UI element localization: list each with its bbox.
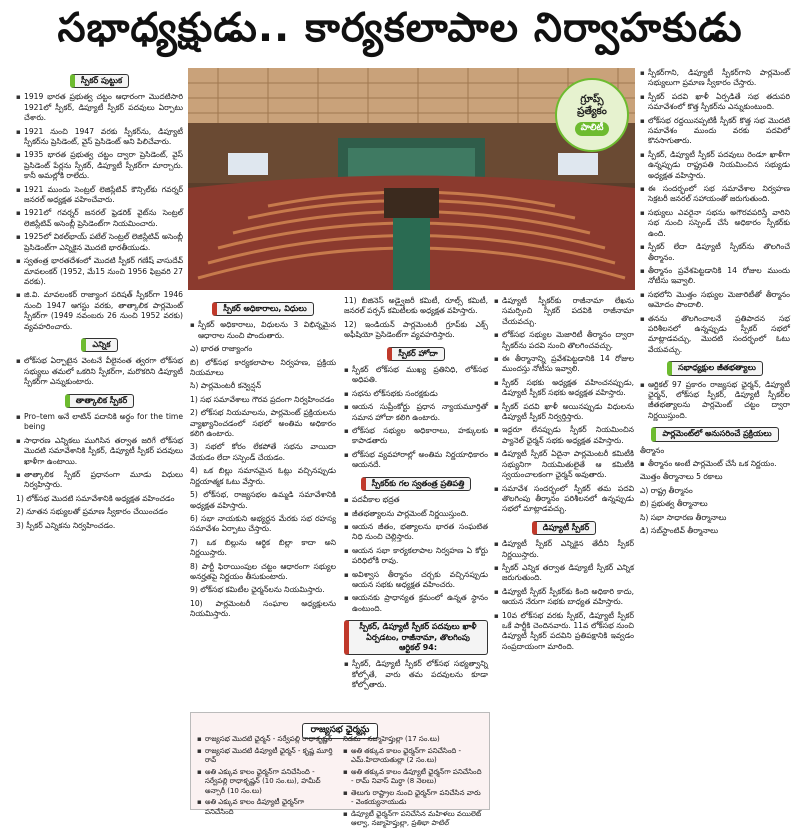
paragraph: ▪ సమావేశ సందర్భంలో స్పీకర్ తమ పదవి తొలగింపు తీర్మానం పరిశీలనలో ఉన్నప్పుడు సభలో మాట్లాడవచ్చు. — [494, 484, 634, 515]
paragraph: ఎ) భారత రాజ్యాంగం — [190, 344, 253, 354]
paragraph: ▪ స్పీకర్‌గాని, డిప్యూటీ స్పీకర్‌గాని పార్లమెంట్ సభ్యులుగా ప్రమాణ స్వీకారం చేస్తారు. — [640, 68, 790, 89]
section-header: స్పీకర్ పుట్టుక — [16, 74, 183, 88]
paragraph: 1) లోక్‌సభ మొదటి సమావేశానికి అధ్యక్షత వహించడం — [16, 493, 175, 503]
rajyasabha-chairmen-box — [190, 712, 490, 827]
paragraph: ▪ డిప్యూటీ స్పీకర్ ఏదైనా పార్లమెంటరీ కమిటీకి సభ్యునిగా నియమితులైతే ఆ కమిటీకి స్వయంచాలకంగా ఛైర్మన్ అవుతారు. — [494, 449, 634, 480]
group-special-badge: గ్రూప్స్ ప్రత్యేకం పాలిటీ — [555, 78, 629, 152]
paragraph: 3) స్పీకర్ ఎన్నికను నిర్వహించడం. — [16, 520, 116, 530]
section-header: తాత్కాలిక స్పీకర్ — [16, 394, 183, 408]
list-item: ▪ అతి ఎక్కువ కాలం ఛైర్మన్‌గా పనిచేసింది - సర్వేపల్లి రాధాకృష్ణన్ (10 సం.లు), హమీద్ అన్సారీ (10 సం.లు) — [197, 768, 335, 797]
paragraph: ▪ స్పీకర్ ఎన్నిక తర్వాత డిప్యూటీ స్పీకర్ ఎన్నిక జరుగుతుంది. — [494, 563, 634, 584]
parliament-chamber-image — [188, 68, 635, 290]
paragraph: ▪ Pro–tem అనే లాటిన్ పదానికి అర్థం for the time being — [16, 412, 183, 433]
paragraph: ▪ సాధారణ ఎన్నికలు ముగిసిన తర్వాత జరిగే లోక్‌సభ మొదటి సమావేశానికి స్పీకర్, డిప్యూటీ స్పీకర్ పదవులు ఖాళీగా ఉంటాయి. — [16, 436, 183, 467]
paragraph: ఎ) రాష్ట్ర తీర్మానం — [640, 485, 693, 495]
paragraph: ▪ ఆయన సుప్రీంకోర్టు ప్రధాన న్యాయమూర్తితో సమాన హోదా కలిగి ఉంటారు. — [344, 402, 488, 423]
paragraph: 2) నూతన సభ్యులతో ప్రమాణ స్వీకారం చేయించడం — [16, 507, 168, 517]
column-4 — [494, 296, 634, 806]
paragraph: ▪ సభ్యులు ఎవరైనా సభను అగౌరవపరిస్తే వారిని సభ నుంచి సస్పెండ్ చేసే అధికారం స్పీకర్‌కు ఉంది. — [640, 208, 790, 239]
paragraph: ▪ తాత్కాలిక స్పీకర్ ప్రధానంగా మూడు విధులు నిర్వహిస్తారు. — [16, 470, 183, 491]
paragraph: 8) పార్టీ ఫిరాయింపుల చట్టం ఆధారంగా సభ్యుల అనర్హతపై నిర్ణయం తీసుకుంటారు. — [190, 561, 336, 581]
paragraph: డి) సబ్‌స్టాంటివ్ తీర్మానాలు — [640, 526, 719, 536]
paragraph: ▪ స్పీకర్ పదవి ఖాళీ ఏర్పడితే సభ తదుపరి సమావేశంలో కొత్త స్పీకర్‌ను ఎన్నుకుంటుంది. — [640, 92, 790, 113]
paragraph: ▪ తీర్మానం ప్రవేశపెట్టడానికి 14 రోజుల ముందు నోటీసు ఇవ్వాలి. — [640, 266, 790, 287]
paragraph: ▪ లోక్‌సభ సభ్యుల మెజారిటీ తీర్మానం ద్వారా స్పీకర్‌ను పదవి నుంచి తొలగించవచ్చు. — [494, 330, 634, 351]
paragraph: 4) ఒక బిల్లు సమానమైన ఓట్లు వచ్చినప్పుడు నిర్ణయాత్మక ఓటు వేస్తారు. — [190, 466, 336, 486]
paragraph: బి) ప్రభుత్వ తీర్మానాలు — [640, 499, 708, 509]
box-left-column — [197, 735, 335, 819]
paragraph: బి) లోక్‌సభ కార్యకలాపాల నిర్వహణ, ప్రక్రియ నియమాలు — [190, 357, 336, 378]
paragraph: 12) ఇండియన్ పార్లమెంటరీ గ్రూప్‌కు ఎక్స్ అఫీషియో ప్రెసిడెంట్‌గా వ్యవహరిస్తారు. — [344, 319, 488, 340]
paragraph: ▪ సభను లోక్‌సభకు సంరక్షకుడు — [344, 389, 488, 399]
paragraph: 1) సభ సమావేశాలు గౌరవ ప్రదంగా నిర్వహించడం — [190, 394, 335, 404]
paragraph: ▪ స్పీకర్ పదవి ఖాళీ అయినప్పుడు విధులను డిప్యూటీ స్పీకర్ నిర్వర్తిస్తారు. — [494, 402, 634, 423]
paragraph: ▪ సభలోని మొత్తం సభ్యుల మెజారిటీతో తీర్మానం ఆమోదం పొందాలి. — [640, 290, 790, 311]
column-1 — [16, 68, 183, 810]
paragraph: ▪ డిప్యూటీ స్పీకర్ ఎన్నికైన తేదీని స్పీకర్ నిర్ణయిస్తారు. — [494, 539, 634, 560]
paragraph: ▪ డిప్యూటీ స్పీకర్ స్పీకర్‌కు కింది అధికారి కాదు, ఆయన నేరుగా సభకు బాధ్యత వహిస్తారు. — [494, 587, 634, 608]
list-item: ▪ డిప్యూటీ ఛైర్మన్‌గా పనిచేసిన మహిళలు వయిలెట్ ఆల్వా, నజ్మాహెప్తుల్లా, ప్రతిభా పాటిల్ — [343, 810, 483, 829]
paragraph: ▪ 1921 నుంచి 1947 వరకు స్పీకర్‌ను, డిప్యూటీ స్పీకర్‌ను ప్రెసిడెంట్, వైస్ ప్రెసిడెంట్ అని పిలిచేవారు. — [16, 127, 183, 148]
page-headline: సభాధ్యక్షుడు.. కార్యకలాపాల నిర్వాహకుడు — [57, 5, 743, 51]
paragraph: ▪ స్పీకర్ లోక్‌సభ ముఖ్య ప్రతినిధి, లోక్‌సభ అధిపతి. — [344, 365, 488, 386]
paragraph: ▪ స్పీకర్ సభకు అధ్యక్షత వహించనప్పుడు, డిప్యూటీ స్పీకర్ సభకు అధ్యక్షత వహిస్తారు. — [494, 378, 634, 399]
paragraph: ▪ 1935 భారత ప్రభుత్వ చట్టం ద్వారా ప్రెసిడెంట్, వైస్ ప్రెసిడెంట్ పేర్లను స్పీకర్, డిప్యూటీ స్పీకర్‌గా మార్చారు. కానీ అమల్లోకి రాలేదు. — [16, 150, 183, 181]
section-header: డిప్యూటీ స్పీకర్ — [494, 521, 634, 535]
paragraph: సి) పార్లమెంటరీ కన్వెన్షన్ — [190, 381, 262, 391]
paragraph: ▪ జీతభత్యాలను పార్లమెంట్ నిర్ణయిస్తుంది. — [344, 509, 488, 519]
list-item: ▪ అతి ఎక్కువ కాలం డిప్యూటీ ఛైర్మన్‌గా పనిచేసింది — [197, 798, 335, 817]
list-item: ▪ అతి తక్కువ కాలం ఛైర్మన్‌గా పనిచేసింది - ఎమ్.హిదాయతుల్లా (2 సం.లు) — [343, 747, 483, 766]
paragraph: ▪ స్పీకర్ అధికారాలు, విధులను 3 విభిన్నమైన ఆధారాల నుంచి పొందుతారు. — [190, 320, 336, 341]
paragraph: 10) పార్లమెంటరీ సంఘాల అధ్యక్షులను నియమిస్తారు. — [190, 598, 336, 619]
paragraph: 11) బిజినెస్ అడ్వైజరీ కమిటీ, రూల్స్ కమిటీ, జనరల్ పర్పస్ కమిటీలకు అధ్యక్షత వహిస్తారు. — [344, 296, 488, 316]
list-item: నిడమ - నజ్మాహెప్తుల్లా (17 సం.లు) — [343, 735, 440, 743]
paragraph: ▪ పదవీకాల భద్రత — [344, 495, 488, 505]
paragraph: ▪ ఆయన సభా కార్యకలాపాల నిర్వహణ ఏ కోర్టు పరిధిలోకి రావు. — [344, 546, 488, 567]
paragraph: ▪ లోక్‌సభ రద్దయినప్పటికీ స్పీకర్ కొత్త సభ మొదటి సమావేశం ముందు వరకు పదవిలో కొనసాగుతారు. — [640, 116, 790, 147]
paragraph: ▪ 1925లో విఠల్‌భాయ్ పటేల్ సెంట్రల్ లెజిస్లేటివ్ అసెంబ్లీ ప్రెసిడెంట్‌గా ఎన్నికైన మొదటి భారతీయుడు. — [16, 232, 183, 253]
paragraph: తీర్మానం — [640, 445, 665, 455]
column-5 — [640, 68, 790, 806]
paragraph: సి) సభా సాధారణ తీర్మానాలు — [640, 512, 727, 522]
paragraph: 2) లోక్‌సభ నియమాలను, పార్లమెంట్ ప్రక్రియలను వ్యాఖ్యానించడంలో సభలో అంతిమ అధికారం కలిగి ఉంటారు. — [190, 408, 336, 439]
paragraph: ▪ ఆయన జీతం, భత్యాలను భారత సంఘటిత నిధి నుంచి చెల్లిస్తారు. — [344, 522, 488, 543]
list-item: ▪ రాజ్యసభ మొదటి డిప్యూటీ ఛైర్మన్ - కృష్ణ మూర్తి రావ్ — [197, 747, 335, 766]
paragraph: ▪ 1921 ముందు సెంట్రల్ లెజిస్లేటివ్ కౌన్సిల్‌కు గవర్నర్ జనరల్ అధ్యక్షత వహించేవారు. — [16, 185, 183, 206]
box-heading: రాజ్యసభ ఛైర్మన్లు — [191, 717, 489, 739]
section-header: స్పీకర్ అధికారాలు, విధులు — [190, 302, 336, 316]
paragraph: మొత్తం తీర్మానాలు 5 రకాలు — [640, 472, 723, 482]
paragraph: ▪ అవిశ్వాస తీర్మానం చర్చకు వచ్చినప్పుడు ఆయన సభకు అధ్యక్షత వహించరు. — [344, 570, 488, 591]
section-header: స్పీకర్‌కు గల స్వతంత్ర ప్రతిపత్తి — [344, 477, 488, 491]
paragraph: ▪ లోక్‌సభ వ్యవహారాల్లో అంతిమ నిర్ణయాధికారం ఆయనదే. — [344, 450, 488, 471]
section-header: స్పీకర్, డిప్యూటీ స్పీకర్ పదవులు ఖాళీ ఏర్పడటం, రాజీనామా, తొలగింపు ఆర్టికల్ 94: — [344, 620, 488, 655]
list-item: ▪ రాజ్యసభ మొదటి ఛైర్మన్ - సర్వేపల్లి రాధాకృష్ణన్ — [197, 735, 335, 745]
paragraph: ▪ స్పీకర్ లేదా డిప్యూటీ స్పీకర్‌ను తొలగించే తీర్మానం. — [640, 242, 790, 263]
list-item: ▪ అతి తక్కువ కాలం డిప్యూటీ ఛైర్మన్‌గా పనిచేసింది - రామ్ నివాస్ మిర్ధా (8 నెలలు) — [343, 768, 483, 787]
section-header: స్పీకర్ హోదా — [344, 347, 488, 361]
paragraph: 6) సభా నాయకుని అభ్యర్థన మేరకు సభ రహస్య సమావేశం ఏర్పాటు చేస్తారు. — [190, 513, 336, 534]
paragraph: 3) సభలో కోరం లేకపోతే సభను వాయిదా వేయడం లేదా సస్పెండ్ చేయడం. — [190, 442, 336, 462]
paragraph: ▪ స్పీకర్, డిప్యూటీ స్పీకర్ పదవులు రెండూ ఖాళీగా ఉన్నప్పుడు రాష్ట్రపతి నియమించిన సభ్యుడు అధ్యక్షత వహిస్తారు. — [640, 150, 790, 181]
list-item: ▪ తెలుగు రాష్ట్రాల నుంచి ఛైర్మన్‌గా పనిచేసిన వారు - వెంకయ్యనాయుడు — [343, 789, 483, 808]
paragraph: ▪ లోక్‌సభ ఏర్పాటైన వెంటనే వీలైనంత త్వరగా లోక్‌సభ సభ్యులు తమలో ఒకరిని స్పీకర్‌గా, మరొకరిని డిప్యూటీ స్పీకర్‌గా ఎన్నుకుంటారు. — [16, 356, 183, 387]
paragraph: ▪ ఈ తీర్మానాన్ని ప్రవేశపెట్టడానికి 14 రోజుల ముందస్తు నోటీసు ఇవ్వాలి. — [494, 354, 634, 375]
paragraph: 7) ఒక బిల్లును ఆర్థిక బిల్లా కాదా అని నిర్ణయిస్తారు. — [190, 537, 336, 558]
paragraph: ▪ ఈ సందర్భంలో సభ సమావేశాల నిర్వహణ సెక్రటరీ జనరల్ సహాయంతో జరుగుతుంది. — [640, 184, 790, 205]
column-2 — [190, 296, 336, 706]
section-header: సభాధ్యక్షుల జీతభత్యాలు — [640, 361, 790, 375]
paragraph: ▪ జి.వి. మావలంకర్ రాజ్యాంగ పరిషత్ స్పీకర్‌గా 1946 నుంచి 1947 ఆగస్టు వరకు, తాత్కాలిక పార్లమెంట్ స్పీకర్‌గా (1949 నవంబరు 26 నుంచి 1952 వరకు) వ్యవహరించారు. — [16, 290, 183, 332]
paragraph: ▪ డిప్యూటీ స్పీకర్‌కు రాజీనామా లేఖను సమర్పించి స్పీకర్ పదవికి రాజీనామా చేయవచ్చు. — [494, 296, 634, 327]
paragraph: ▪ 10వ లోక్‌సభ వరకు స్పీకర్, డిప్యూటీ స్పీకర్ ఒకే పార్టీకి చెందినవారు. 11వ లోక్‌సభ నుంచి డిప్యూటీ స్పీకర్ పదవిని ప్రతిపక్షానికి ఇవ్వడం సంప్రదాయంగా మారింది. — [494, 611, 634, 653]
paragraph: 9) లోక్‌సభ కమిటీల ఛైర్మన్‌లను నియమిస్తారు. — [190, 585, 325, 595]
paragraph: ▪ 1921లో గవర్నర్ జనరల్ ఫ్రెడరిక్ వైట్‌ను సెంట్రల్ లెజిస్లేటివ్ అసెంబ్లీ ప్రెసిడెంట్‌గా నియమించారు. — [16, 208, 183, 229]
section-header: పార్లమెంట్‌లో అనుసరించే ప్రక్రియలు — [640, 427, 790, 441]
paragraph: 5) లోక్‌సభ, రాజ్యసభల ఉమ్మడి సమావేశానికి అధ్యక్షత వహిస్తారు. — [190, 490, 336, 510]
paragraph: ▪ తీర్మానం అంటే పార్లమెంట్ చేసే ఒక నిర్ణయం. — [640, 459, 790, 469]
box-right-column — [343, 735, 483, 831]
paragraph: ▪ ఆర్టికల్ 97 ప్రకారం రాజ్యసభ ఛైర్మన్, డిప్యూటీ ఛైర్మన్, లోక్‌సభ స్పీకర్, డిప్యూటీ స్పీకర్‌ల జీతభత్యాలను పార్లమెంట్ చట్టం ద్వారా నిర్ణయిస్తుంది. — [640, 380, 790, 422]
column-3 — [344, 296, 488, 690]
paragraph: ▪ స్పీకర్, డిప్యూటీ స్పీకర్ లోక్‌సభ సభ్యత్వాన్ని కోల్పోతే, వారు తమ పదవులను కూడా కోల్పోతారు. — [344, 659, 488, 690]
paragraph: ▪ 1919 భారత ప్రభుత్వ చట్టం ఆధారంగా మొదటిసారి 1921లో స్పీకర్, డిప్యూటీ స్పీకర్ పదవులు ఏర్పాటు చేశారు. — [16, 92, 183, 123]
section-header: ఎన్నిక — [16, 338, 183, 352]
paragraph: ▪ తనను తొలగించాలనే ప్రతిపాదన సభ పరిశీలనలో ఉన్నప్పుడు స్పీకర్ సభలో మాట్లాడవచ్చు, మొదటి సందర్భంలో ఓటు వేయవచ్చు. — [640, 314, 790, 356]
subject-pill: పాలిటీ — [575, 122, 610, 136]
paragraph: ▪ స్వతంత్ర భారతదేశంలో మొదటి స్పీకర్ గణేష్ వాసుదేవ్ మావలంకర్ (1952, మే15 నుంచి 1956 ఫిబ్రవరి 27 వరకు). — [16, 256, 183, 287]
paragraph: ▪ ఆయనకు ప్రాధాన్యత క్రమంలో ఉన్నత స్థానం ఉంటుంది. — [344, 593, 488, 614]
paragraph: ▪ లోక్‌సభ సభ్యుల అధికారాలు, హక్కులకు కాపాడతారు — [344, 426, 488, 447]
paragraph: ▪ ఇద్దరూ లేనప్పుడు స్పీకర్ నియమించిన ప్యానెల్ ఛైర్మన్ సభకు అధ్యక్షత వహిస్తారు. — [494, 425, 634, 446]
